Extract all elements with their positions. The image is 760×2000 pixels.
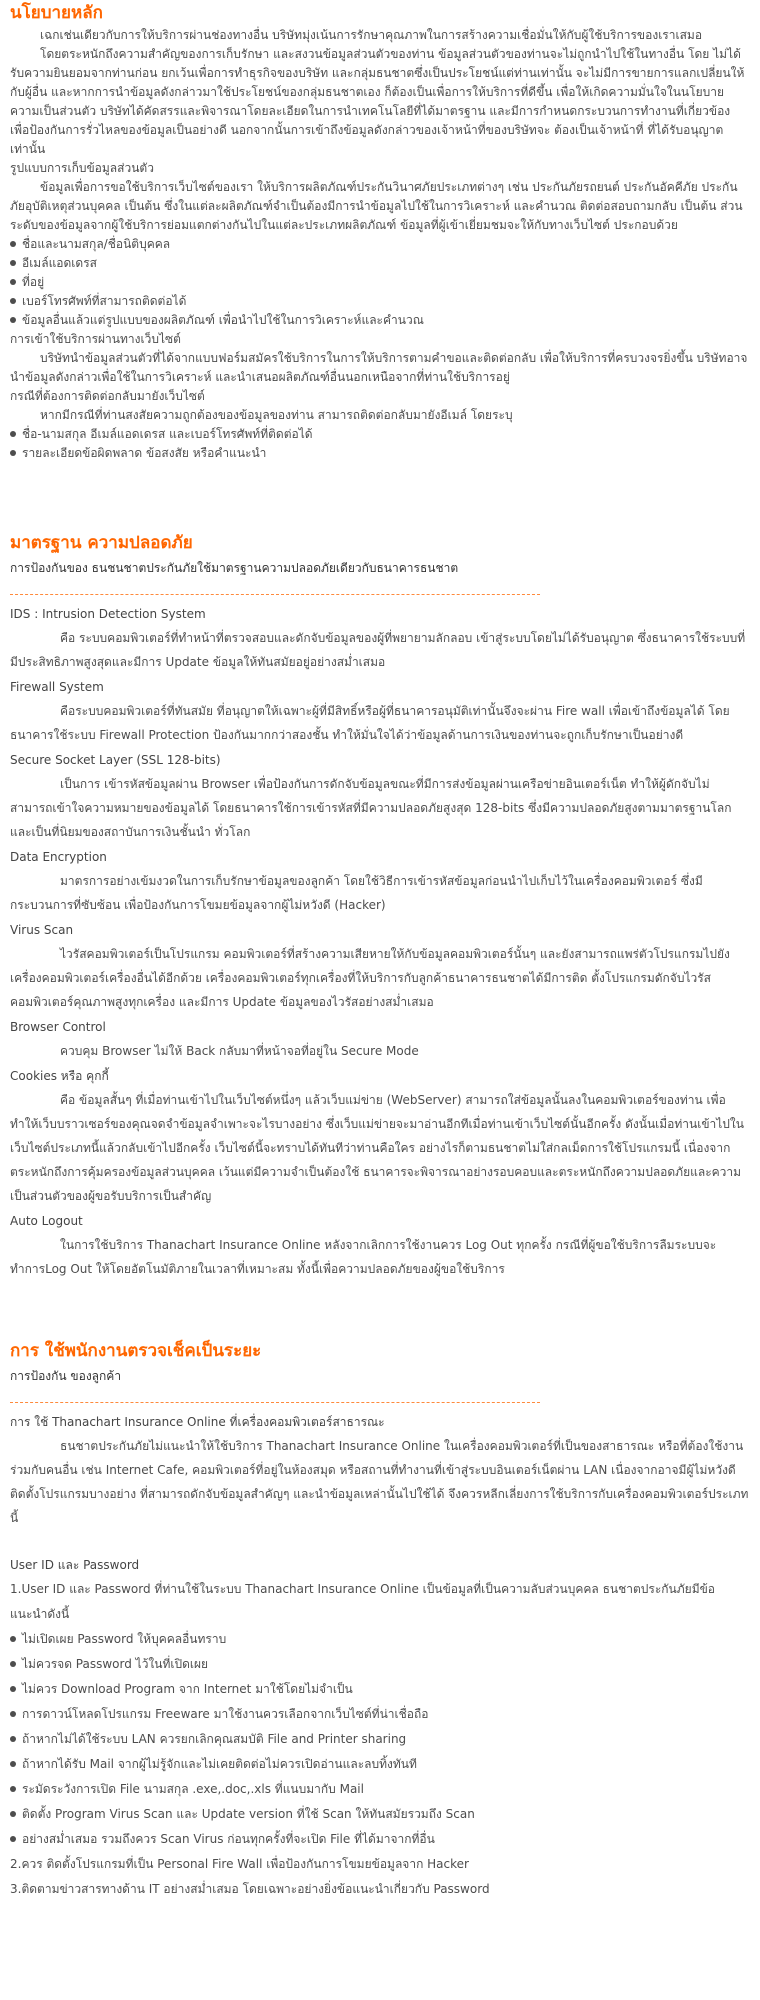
bullet-icon	[10, 260, 16, 266]
password-point-1: 1.User ID และ Password ที่ท่านใช้ในระบบ Thanachart Insurance Online เป็นข้อมูลที่เป็นความลับส่วนบุคคล ธนชาตประกันภัยมีข้อแนะนำดังนี้	[10, 1582, 716, 1621]
list-item: การดาวน์โหลดโปรแกรม Freeware มาใช้งานควรเลือกจากเว็บไซต์ที่น่าเชื่อถือ	[10, 1702, 750, 1727]
security-section	[10, 532, 750, 1340]
bullet-icon	[10, 1661, 16, 1667]
bullet-icon	[10, 1761, 16, 1767]
policy-paragraph: โดยตระหนักถึงความสำคัญของการเก็บรักษา และสงวนข้อมูลส่วนตัวของท่าน ข้อมูลส่วนตัวของท่านจะไม่ถูกนำไปใช้ในทางอื่น โดย ไม่ได้รับความยินยอมจากท่านก่อน ยกเว้นเพื่อการทำธุรกิจของบริษัท และกลุ่มธนชาตซึ่งเป็นประโยชน์แต่ท่านเท่านั้น จะไม่มีการขายการแลกเปลี่ยนให้กับผู้อื่น และหากการนำข้อมูลดังกล่าวมาใช้ประโยชน์ของกลุ่มธนชาตเอง ก็ต้องเป็นเพื่อการให้บริการที่ดีขึ้น เพื่อให้เกิดความมั่นใจในนโยบายความเป็นส่วนตัว บริษัทได้คัดสรรและพิจารณาโดยละเอียดในการนำเทคโนโลยีที่ได้มาตรฐาน และมีการกำหนดกระบวนการทำงานที่เกี่ยวข้อง เพื่อป้องกันการรั่วไหลของข้อมูลเป็นอย่างดี นอกจากนั้นการเข้าถึงข้อมูลดังกล่าวของเจ้าหน้าที่ของบริษัทจะ ต้องเป็นเจ้าหน้าที่ ที่ได้รับอนุญาตเท่านั้น	[10, 47, 745, 156]
security-term: Secure Socket Layer (SSL 128-bits)	[10, 753, 221, 767]
security-term: Cookies หรือ คุกกี้	[10, 1069, 109, 1083]
list-item: ข้อมูลอื่นแล้วแต่รูปแบบของผลิตภัณฑ์ เพื่อนำไปใช้ในการวิเคราะห์และคำนวณ	[10, 311, 750, 330]
bullet-icon	[10, 1811, 16, 1817]
checklist-title: การ ใช้พนักงานตรวจเช็คเป็นระยะ	[10, 1341, 262, 1361]
bullet-icon	[10, 1736, 16, 1742]
bullet-icon	[10, 1786, 16, 1792]
format-paragraph: ข้อมูลเพื่อการขอใช้บริการเว็บไซต์ของเรา ให้บริการผลิตภัณฑ์ประกันวินาศภัยประเภทต่างๆ เช่น ประกันภัยรถยนต์ ประกันอัคคีภัย ประกันภัยอุบัติเหตุส่วนบุคคล เป็นต้น ซึ่งในแต่ละผลิตภัณฑ์จำเป็นต้องมีการนำข้อมูลไปใช้ในการวิเคราะห์ และคำนวณ ติดต่อสอบถามกลับ เป็นต้น ส่วนระดับของข้อมูลจากผู้ใช้บริการย่อมแตกต่างกันไปในแต่ละประเภทผลิตภัณฑ์ ข้อมูลที่ผู้เข้าเยี่ยมชมจะให้กับทางเว็บไซต์ ประกอบด้วย	[10, 180, 743, 232]
security-item	[10, 603, 750, 674]
security-term: Firewall System	[10, 680, 104, 694]
bullet-icon	[10, 1636, 16, 1642]
security-desc: ไวรัสคอมพิวเตอร์เป็นโปรแกรม คอมพิวเตอร์ที่สร้างความเสียหายให้กับข้อมูลคอมพิวเตอร์นั้นๆ และยังสามารถแพร่ตัวโปรแกรมไปยังเครื่องคอมพิวเตอร์เครื่องอื่นได้อีกด้วย เครื่องคอมพิวเตอร์ทุกเครื่องที่ให้บริการกับลูกค้าธนาคารธนชาตได้มีการติด ตั้งโปรแกรมดักจับไวรัสคอมพิวเตอร์คุณภาพสูงทุกเครื่อง และมีการ Update ข้อมูลของไวรัสอย่างสม่ำเสมอ	[10, 947, 730, 1009]
security-item	[10, 846, 750, 917]
checklist-section	[10, 1340, 750, 1960]
usage-paragraph: บริษัทนำข้อมูลส่วนตัวที่ได้จากแบบฟอร์มสมัครใช้บริการในการให้บริการตามคำขอและติดต่อกลับ เพื่อให้บริการที่ครบวงจรยิ่งขึ้น บริษัทอาจนำข้อมูลดังกล่าวเพื่อใช้ในการวิเคราะห์ และนำเสนอผลิตภัณฑ์อื่นนอกเหนือจากที่ท่านใช้บริการอยู่	[10, 351, 748, 384]
list-item: ติดตั้ง Program Virus Scan และ Update version ที่ใช้ Scan ให้ทันสมัยรวมถึง Scan	[10, 1802, 750, 1827]
list-item: เบอร์โทรศัพท์ที่สามารถติดต่อได้	[10, 292, 750, 311]
divider	[10, 1402, 540, 1403]
list-item: ถ้าหากได้รับ Mail จากผู้ไม่รู้จักและไม่เคยติดต่อไม่ควรเปิดอ่านและลบทิ้งทันที	[10, 1752, 750, 1777]
contact-list	[10, 425, 750, 463]
security-term: Virus Scan	[10, 923, 74, 937]
security-desc: มาตรการอย่างเข้มงวดในการเก็บรักษาข้อมูลของลูกค้า โดยใช้วิธีการเข้ารหัสข้อมูลก่อนนำไปเก็บไว้ในเครื่องคอมพิวเตอร์ ซึ่งมี กระบวนการที่ซับซ้อน เพื่อป้องกันการโขมยข้อมูลจากผู้ไม่หวังดี (Hacker)	[10, 874, 703, 912]
bullet-icon	[10, 1836, 16, 1842]
format-title: รูปแบบการเก็บข้อมูลส่วนตัว	[10, 161, 154, 175]
public-title: การ ใช้ Thanachart Insurance Online ที่เครื่องคอมพิวเตอร์สาธารณะ	[10, 1415, 385, 1429]
security-item	[10, 676, 750, 747]
password-point-3: 3.ติดตามข่าวสารทางด้าน IT อย่างสม่ำเสมอ โดยเฉพาะอย่างยิ่งข้อแนะนำเกี่ยวกับ Password	[10, 1882, 490, 1896]
security-desc: คือ ระบบคอมพิวเตอร์ที่ทำหน้าที่ตรวจสอบและดักจับข้อมูลของผู้ที่พยายามลักลอบ เข้าสู่ระบบโดยไม่ได้รับอนุญาต ซึ่งธนาคารใช้ระบบที่มีประสิทธิภาพสูงสุดและมีการ Update ข้อมูลให้ทันสมัยอยู่อย่างสม่ำเสมอ	[10, 631, 746, 669]
divider	[10, 594, 540, 595]
checklist-subtitle: การป้องกัน ของลูกค้า	[10, 1369, 122, 1383]
security-item	[10, 1065, 750, 1208]
list-item: ชื่อและนามสกุล/ชื่อนิติบุคคล	[10, 235, 750, 254]
bullet-icon	[10, 450, 16, 456]
list-item: อย่างสม่ำเสมอ รวมถึงควร Scan Virus ก่อนทุกครั้งที่จะเปิด File ที่ได้มาจากที่อื่น	[10, 1827, 750, 1852]
policy-section	[10, 2, 750, 532]
security-item	[10, 919, 750, 1014]
security-term: IDS : Intrusion Detection System	[10, 607, 206, 621]
bullet-icon	[10, 1711, 16, 1717]
list-item: ระมัดระวังการเปิด File นามสกุล .exe,.doc,.xls ที่แนบมากับ Mail	[10, 1777, 750, 1802]
password-list	[10, 1627, 750, 1852]
list-item: ถ้าหากไม่ได้ใช้ระบบ LAN ควรยกเลิกคุณสมบัติ File and Printer sharing	[10, 1727, 750, 1752]
bullet-icon	[10, 241, 16, 247]
security-subtitle: การป้องกันของ ธนชนชาตประกันภัยใช้มาตรฐานความปลอดภัยเดียวกับธนาคารธนชาต	[10, 561, 459, 575]
security-desc: ควบคุม Browser ไม่ให้ Back กลับมาที่หน้าจอที่อยู่ใน Secure Mode	[60, 1044, 419, 1058]
security-item	[10, 1016, 750, 1063]
bullet-icon	[10, 317, 16, 323]
contact-paragraph: หากมีกรณีที่ท่านสงสัยความถูกต้องของข้อมูลของท่าน สามารถติดต่อกลับมายังอีเมล์ โดยระบุ	[40, 408, 513, 422]
format-list	[10, 235, 750, 330]
bullet-icon	[10, 1686, 16, 1692]
bullet-icon	[10, 279, 16, 285]
security-item	[10, 1210, 750, 1281]
list-item: ที่อยู่	[10, 273, 750, 292]
security-desc: ในการใช้บริการ Thanachart Insurance Online หลังจากเลิกการใช้งานควร Log Out ทุกครั้ง กรณีที่ผู้ขอใช้บริการลืมระบบจะทำการLog Out ให้โดยอัตโนมัติภายในเวลาที่เหมาะสม ทั้งนี้เพื่อความปลอดภัยของผู้ขอใช้บริการ	[10, 1238, 717, 1276]
usage-title: การเข้าใช้บริการผ่านทางเว็บไซต์	[10, 332, 181, 346]
list-item: รายละเอียดข้อผิดพลาด ข้อสงสัย หรือคำแนะนำ	[10, 444, 750, 463]
bullet-icon	[10, 431, 16, 437]
security-desc: คือระบบคอมพิวเตอร์ที่ทันสมัย ที่อนุญาตให้เฉพาะผู้ที่มีสิทธิ์หรือผู้ที่ธนาคารอนุมัติเท่านั้นจึงจะผ่าน Fire wall เพื่อเข้าถึงข้อมูลได้ โดยธนาคารใช้ระบบ Firewall Protection ป้องกันมากกว่าสองชั้น ทำให้มั่นใจได้ว่าข้อมูลด้านการเงินของท่านจะถูกเก็บรักษาเป็นอย่างดี	[10, 704, 730, 742]
list-item: อีเมล์แอดเดรส	[10, 254, 750, 273]
security-title: มาตรฐาน ความปลอดภัย	[10, 533, 193, 553]
security-term: Browser Control	[10, 1020, 106, 1034]
security-desc: คือ ข้อมูลสั้นๆ ที่เมื่อท่านเข้าไปในเว็บไซต์หนึ่งๆ แล้วเว็บแม่ข่าย (WebServer) สามารถใส่ข้อมูลนั้นลงในคอมพิวเตอร์ของท่าน เพื่อทำให้เว็บบราวเซอร์ของคุณจดจำข้อมูลจำเพาะจะไรบางอย่าง ซึ่งเว็บแม่ข่ายจะมาอ่านอีกทีเมื่อท่านเข้าเว็บไซต์นั้นอีกครั้ง ดังนั้นเมื่อท่านเข้าไปในเว็บไซต์ประเภทนี้แล้วกลับเข้าไปอีกครั้ง เว็บไซต์นี้จะทราบได้ทันทีว่าท่านคือใคร อย่างไรก็ตามธนชาตไม่ใส่กลเม็ดการใช้โปรแกรมนี้ เนื่องจากตระหนักถึงการคุ้มครองข้อมูลส่วนบุคคล เว้นแต่มีความจำเป็นต้องใช้ ธนาคารจะพิจารณาอย่างรอบคอบและตระหนักถึงความปลอดภัยและความเป็นส่วนตัวของผู้ขอรับบริการเป็นสำคัญ	[10, 1093, 744, 1203]
security-desc: เป็นการ เข้ารหัสข้อมูลผ่าน Browser เพื่อป้องกันการดักจับข้อมูลขณะที่มีการส่งข้อมูลผ่านเครือข่ายอินเตอร์เน็ต ทำให้ผู้ดักจับไม่สามารถเข้าใจความหมายของข้อมูลได้ โดยธนาคารใช้การเข้ารหัสที่มีความปลอดภัยสูงสุด 128-bits ซึ่งมีความปลอดภัยสูงตามมาตรฐานโลกและเป็นที่นิยมของสถาบันการเงินชั้นนำ ทั่วโลก	[10, 777, 732, 839]
password-point-2: 2.ควร ติดตั้งโปรแกรมที่เป็น Personal Fire Wall เพื่อป้องกันการโขมยข้อมูลจาก Hacker	[10, 1857, 469, 1871]
list-item: ไม่เปิดเผย Password ให้บุคคลอื่นทราบ	[10, 1627, 750, 1652]
security-term: Data Encryption	[10, 850, 107, 864]
list-item: ชื่อ-นามสกุล อีเมล์แอดเดรส และเบอร์โทรศัพท์ที่ติดต่อได้	[10, 425, 750, 444]
policy-intro: เฉกเช่นเดียวกับการให้บริการผ่านช่องทางอื่น บริษัทมุ่งเน้นการรักษาคุณภาพในการสร้างความเชื่อมั่นให้กับผู้ใช้บริการของเราเสมอ	[40, 28, 703, 42]
bullet-icon	[10, 298, 16, 304]
security-term: Auto Logout	[10, 1214, 83, 1228]
security-item	[10, 749, 750, 844]
list-item: ไม่ควรจด Password ไว้ในที่เปิดเผย	[10, 1652, 750, 1677]
public-paragraph: ธนชาตประกันภัยไม่แนะนำให้ใช้บริการ Thanachart Insurance Online ในเครื่องคอมพิวเตอร์ที่เป็นของสาธารณะ หรือที่ต้องใช้งานร่วมกับคนอื่น เช่น Internet Cafe, คอมพิวเตอร์ที่อยู่ในห้องสมุด หรือสถานที่ทำงานที่เข้าสู่ระบบอินเตอร์เน็ตผ่าน LAN เนื่องจากอาจมีผู้ไม่หวังดีติดตั้งโปรแกรมบางอย่าง ที่สามารถดักจับข้อมูลสำคัญๆ และนำข้อมูลเหล่านั้นไปใช้ได้ จึงควรหลีกเลี่ยงการใช้บริการกับเครื่องคอมพิวเตอร์ประเภทนี้	[10, 1439, 749, 1525]
list-item: ไม่ควร Download Program จาก Internet มาใช้โดยไม่จำเป็น	[10, 1677, 750, 1702]
contact-title: กรณีที่ต้องการติดต่อกลับมายังเว็บไซต์	[10, 389, 205, 403]
policy-title: นโยบายหลัก	[10, 3, 103, 23]
password-title: User ID และ Password	[10, 1558, 140, 1572]
